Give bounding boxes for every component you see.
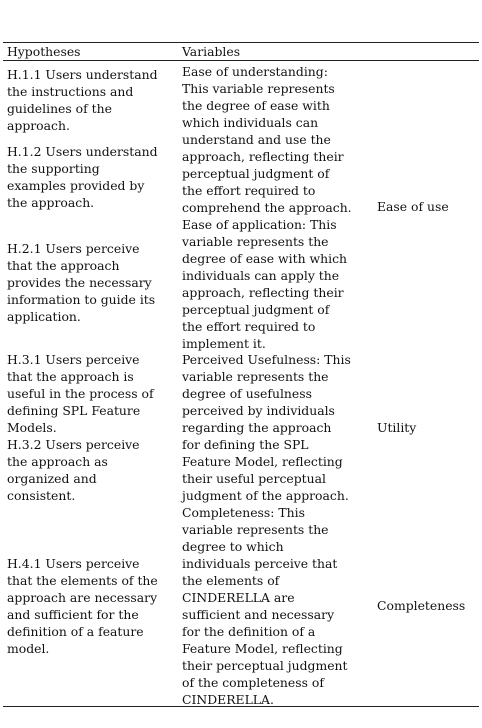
variable-completeness: Completeness: This variable represents the degree to which individuals perceive that the elements of CINDERELLA are sufficient and necessary for the definition of a Feature Model, reflecting their perceptual judgment of the completeness of CINDERELLA. [182, 505, 348, 707]
variable-perceived-usefulness: Perceived Usefulness: This variable represents the degree of usefulness perceived by individuals regarding the approach for defining the SPL Feature Model, reflecting their useful perceptual judgment of the approach. [182, 352, 351, 503]
hypothesis-h11: H.1.1 Users understand the instructions and guidelines of the approach. [7, 67, 158, 133]
hypothesis-h21: H.2.1 Users perceive that the approach provides the necessary information to guide its application. [7, 241, 156, 324]
variable-ease-of-understanding: Ease of understanding: This variable represents the degree of ease with which individuals can understand and use the approach, reflecting their perceptual judgment of the effort required to comprehend the approach. [182, 64, 352, 215]
hypothesis-h12: H.1.2 Users understand the supporting examples provided by the approach. [7, 144, 158, 210]
group-utility: Utility [377, 420, 417, 435]
hypothesis-h31: H.3.1 Users perceive that the approach is useful in the process of defining SPL Feature Models. [7, 352, 154, 435]
variable-ease-of-application: Ease of application: This variable represents the degree of ease with which individuals can apply the approach, reflecting their perceptual judgment of the effort required to implement it. [182, 217, 347, 351]
hypothesis-h41: H.4.1 Users perceive that the elements of the approach are necessary and sufficient for the definition of a feature model. [7, 556, 158, 656]
group-completeness: Completeness [377, 598, 466, 613]
column-header-variables: Variables [182, 44, 241, 59]
column-header-hypotheses: Hypotheses [7, 44, 81, 59]
table-header-rule [3, 60, 479, 61]
hypothesis-h32: H.3.2 Users perceive the approach as organized and consistent. [7, 437, 140, 503]
group-ease-of-use: Ease of use [377, 199, 449, 214]
